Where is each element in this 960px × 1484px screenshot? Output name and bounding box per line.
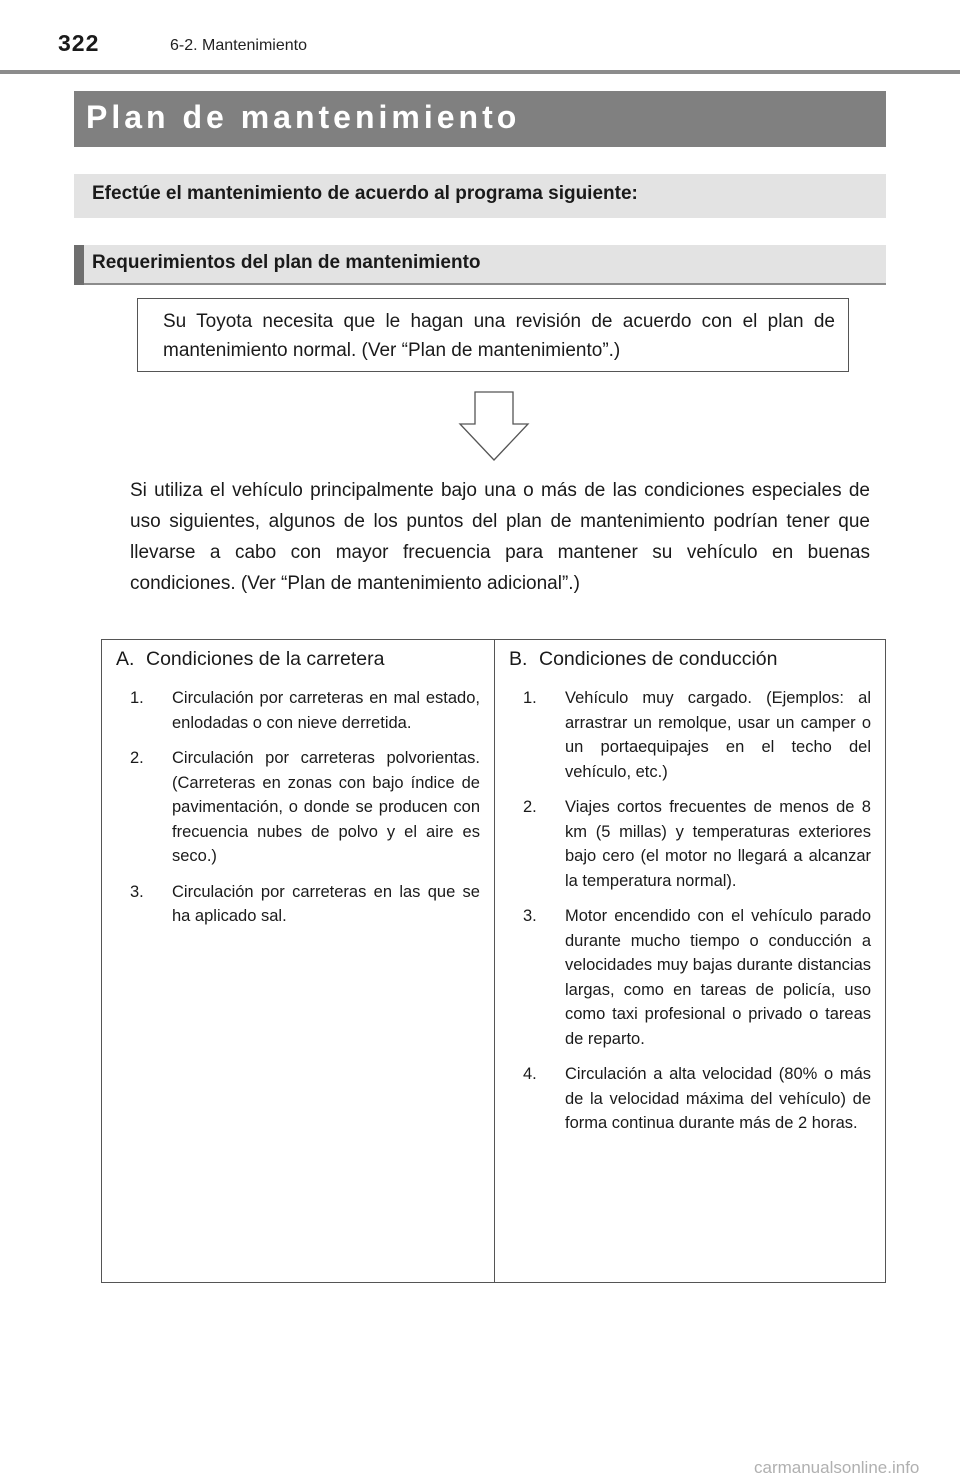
column-title — [509, 648, 778, 671]
road-conditions-list — [130, 686, 480, 940]
column-title-text: Condiciones de conducción — [539, 648, 778, 670]
item-text: Circulación a alta velocidad (80% o más de la velocidad máxima del vehículo) de forma continua durante más de 2 horas. — [565, 1065, 871, 1132]
list-item — [130, 880, 480, 929]
top-rule — [0, 70, 960, 74]
subheading-bar — [74, 245, 886, 285]
item-text: Circulación por carreteras polvorientas. (Carreteras en zonas con bajo índice de pavimentación, o donde se producen con frecuencia nubes de polvo y el aire es seco.) — [172, 749, 480, 865]
title-bar — [74, 91, 886, 147]
item-number: 1. — [523, 689, 537, 707]
list-item — [523, 1062, 871, 1136]
item-number: 3. — [523, 907, 537, 925]
subheading-text: Requerimientos del plan de mantenimiento — [92, 252, 481, 273]
list-item — [523, 795, 871, 893]
list-item — [523, 904, 871, 1051]
item-number: 1. — [130, 689, 144, 707]
down-arrow-icon — [458, 390, 530, 462]
subheading-accent — [74, 245, 84, 285]
column-letter: B. — [509, 648, 528, 670]
item-number: 3. — [130, 882, 144, 901]
column-title — [116, 648, 384, 671]
item-text: Circulación por carreteras en mal estado, enlodadas o con nieve derretida. — [172, 689, 480, 732]
table-divider — [494, 640, 495, 1282]
conditions-table — [101, 639, 886, 1283]
item-number: 2. — [130, 749, 144, 767]
item-text: Vehículo muy cargado. (Ejemplos: al arrastrar un remolque, usar un camper o un portaequipajes en el techo del vehículo, etc.) — [565, 689, 871, 781]
item-text: Circulación por carreteras en las que se ha aplicado sal. — [172, 882, 480, 925]
section-label: 6-2. Mantenimiento — [170, 37, 307, 54]
page-number: 322 — [58, 30, 100, 56]
column-title-text: Condiciones de la carretera — [146, 648, 385, 670]
notice-box — [137, 298, 849, 372]
column-letter: A. — [116, 648, 135, 670]
notice-text: Su Toyota necesita que le hagan una revisión de acuerdo con el plan de mantenimiento normal. (Ver “Plan de mantenimiento”.) — [163, 311, 835, 361]
conditions-text: Si utiliza el vehículo principalmente bajo una o más de las condiciones especiales de uso siguientes, algunos de los puntos del plan de mantenimiento podrían tener que llevarse a cabo con mayor frecuencia para mantener su vehículo en buenas condiciones. (Ver “Plan de mantenimiento adicional”.) — [130, 480, 870, 594]
watermark: carmanualsonline.info — [754, 1458, 920, 1477]
item-text: Motor encendido con el vehículo parado durante mucho tiempo o conducción a velocidades muy bajas durante distancias largas, como en tareas de policía, uso como taxi profesional o privado o tareas de reparto. — [565, 907, 871, 1048]
list-item — [130, 686, 480, 735]
item-text: Viajes cortos frecuentes de menos de 8 km (5 millas) y temperaturas exteriores bajo cero (el motor no llegará a alcanzar la temperatura normal). — [565, 798, 871, 890]
item-number: 2. — [523, 798, 537, 816]
intro-box — [74, 174, 886, 218]
item-number: 4. — [523, 1065, 537, 1083]
intro-text: Efectúe el mantenimiento de acuerdo al programa siguiente: — [92, 183, 638, 204]
list-item — [130, 746, 480, 869]
page-title: Plan de mantenimiento — [86, 99, 521, 135]
driving-conditions-list — [523, 686, 871, 1147]
list-item — [523, 686, 871, 784]
